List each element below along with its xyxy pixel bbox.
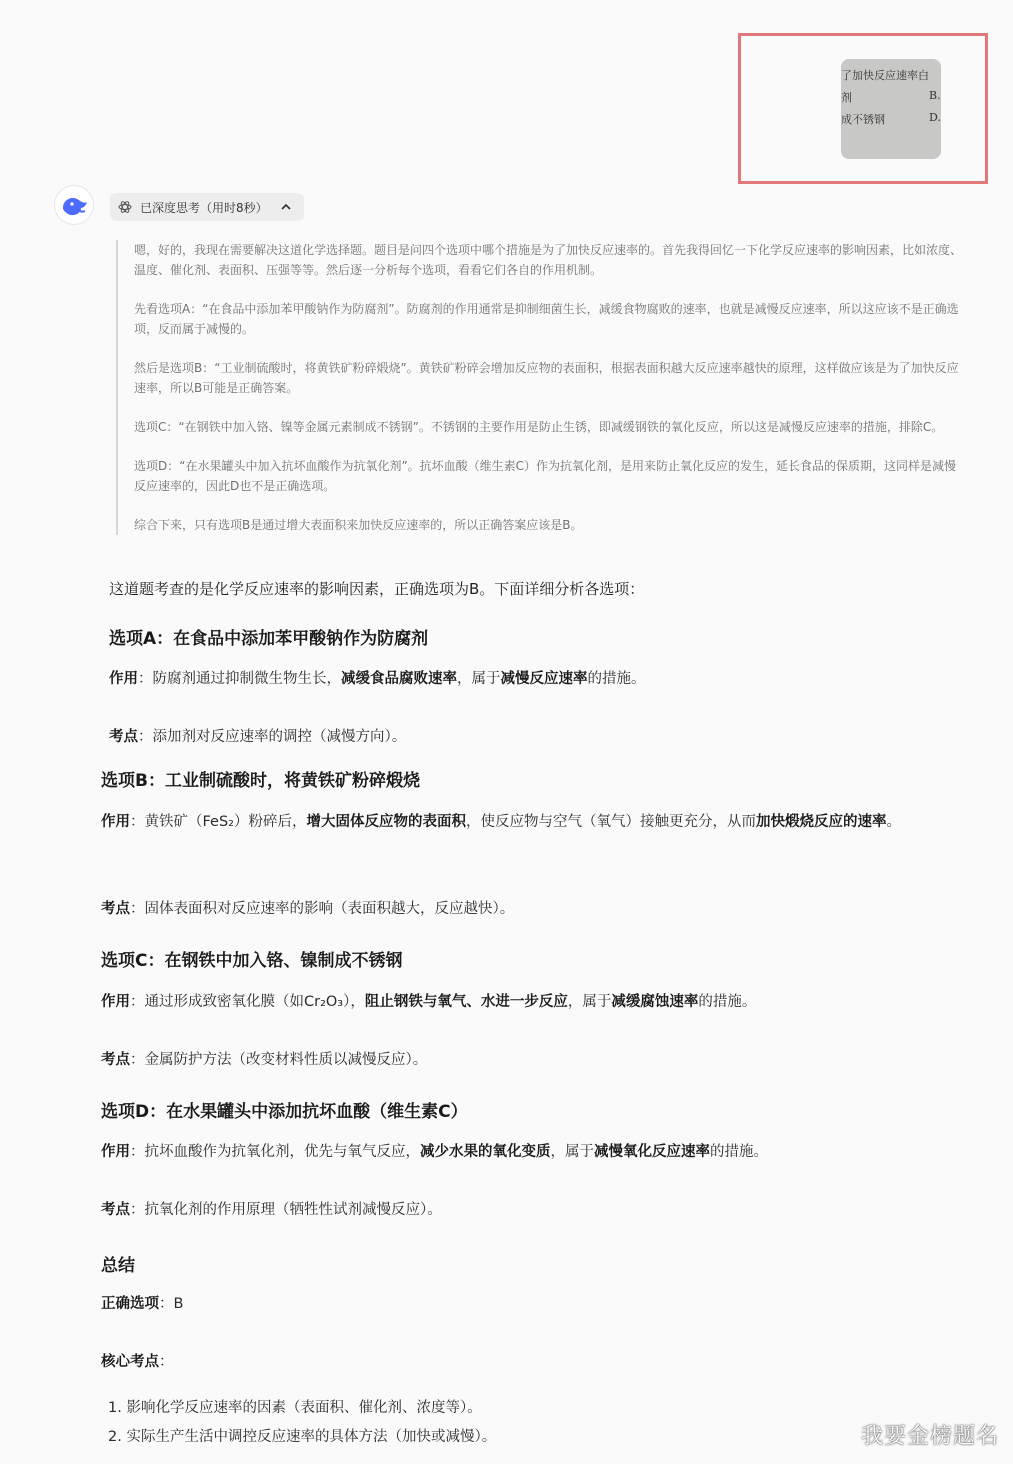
image-option-d: D. (929, 111, 941, 124)
thinking-paragraph: 综合下来，只有选项B是通过增大表面积来加快反应速率的，所以正确答案应该是B。 (134, 518, 583, 532)
option-a-point: 考点：添加剂对反应速率的调控（减慢方向）。 (109, 729, 407, 745)
thinking-content (116, 240, 964, 535)
option-d-point: 考点：抗氧化剂的作用原理（牺牲性试剂减慢反应）。 (101, 1202, 442, 1218)
summary-heading: 总结 (101, 1256, 135, 1276)
option-b-point: 考点：固体表面积对反应速率的影响（表面积越大，反应越快）。 (101, 901, 515, 917)
image-text-line: 剂 (841, 91, 852, 104)
atom-icon (118, 200, 132, 214)
image-option-b: B. (929, 89, 941, 102)
option-c-heading: 选项C：在钢铁中加入铬、镍制成不锈钢 (101, 951, 403, 971)
watermark: 我要金榜题名 (860, 1424, 999, 1449)
whale-logo-icon (59, 190, 91, 222)
chevron-up-icon (280, 201, 292, 213)
answer-intro: 这道题考查的是化学反应速率的影响因素，正确选项为B。下面详细分析各选项： (109, 580, 645, 598)
list-item: 1. 影响化学反应速率的因素（表面积、催化剂、浓度等）。 (108, 1400, 482, 1416)
thinking-paragraph: 然后是选项B：“工业制硫酸时，将黄铁矿粉碎煅烧”。黄铁矿粉碎会增加反应物的表面积，根据表面积越大反应速率越快的原理，这样做应该是为了加快反应速率，所以B可能是正确答案。 (134, 361, 959, 395)
image-text-line: 成不锈钢 (841, 113, 885, 126)
option-c-effect: 作用：通过形成致密氧化膜（如Cr₂O₃），阻止钢铁与氧气、水进一步反应，属于减缓腐蚀速率的措施。 (101, 994, 757, 1010)
option-d-effect: 作用：抗坏血酸作为抗氧化剂，优先与氧气反应，减少水果的氧化变质，属于减慢氧化反应速率的措施。 (101, 1144, 768, 1160)
correct-option: 正确选项：B (101, 1296, 184, 1312)
option-b-effect: 作用：黄铁矿（FeS₂）粉碎后，增大固体反应物的表面积，使反应物与空气（氧气）接触更充分，从而加快煅烧反应的速率。 (101, 814, 901, 830)
thinking-paragraph: 嗯，好的，我现在需要解决这道化学选择题。题目是问四个选项中哪个措施是为了加快反应速率的。首先我得回忆一下化学反应速率的影响因素，比如浓度、温度、催化剂、表面积、压强等等。然后逐一分析每个选项，看看它们各自的作用机制。 (134, 243, 963, 277)
user-uploaded-image[interactable] (841, 59, 941, 159)
core-points-label: 核心考点： (101, 1354, 174, 1370)
thinking-paragraph: 选项D：“在水果罐头中加入抗坏血酸作为抗氧化剂”。抗坏血酸（维生素C）作为抗氧化剂，是用来防止氧化反应的发生，延长食品的保质期，这同样是减慢反应速率的，因此D也不是正确选项。 (134, 459, 957, 493)
assistant-avatar (54, 185, 94, 225)
core-points-list (108, 1394, 496, 1452)
deep-think-toggle[interactable] (110, 193, 304, 221)
deep-think-label: 已深度思考（用时8秒） (140, 200, 268, 215)
option-a-effect: 作用：防腐剂通过抑制微生物生长，减缓食品腐败速率，属于减慢反应速率的措施。 (109, 671, 646, 687)
user-image-highlight (738, 33, 988, 184)
option-c-point: 考点：金属防护方法（改变材料性质以减慢反应）。 (101, 1052, 428, 1068)
image-text-line: 了加快反应速率白 (841, 69, 929, 82)
option-a-heading: 选项A：在食品中添加苯甲酸钠作为防腐剂 (109, 629, 429, 649)
option-b-heading: 选项B：工业制硫酸时，将黄铁矿粉碎煅烧 (101, 771, 420, 791)
thinking-paragraph: 先看选项A：“在食品中添加苯甲酸钠作为防腐剂”。防腐剂的作用通常是抑制细菌生长，减缓食物腐败的速率，也就是减慢反应速率，所以这应该不是正确选项，反而属于减慢的。 (134, 302, 959, 336)
list-item: 2. 实际生产生活中调控反应速率的具体方法（加快或减慢）。 (108, 1429, 497, 1445)
thinking-paragraph: 选项C：“在钢铁中加入铬、镍等金属元素制成不锈钢”。不锈钢的主要作用是防止生锈，即减缓钢铁的氧化反应，所以这是减慢反应速率的措施，排除C。 (134, 420, 944, 434)
option-d-heading: 选项D：在水果罐头中添加抗坏血酸（维生素C） (101, 1102, 468, 1122)
